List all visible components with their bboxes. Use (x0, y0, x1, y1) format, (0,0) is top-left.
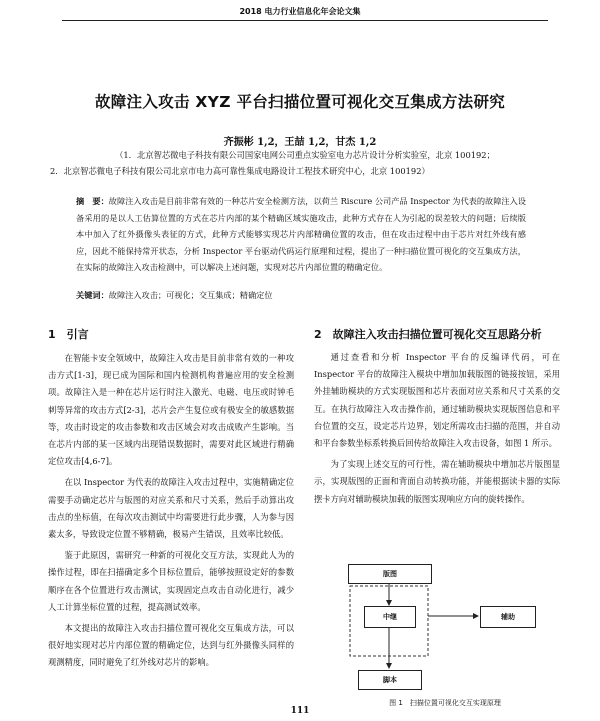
abstract (76, 193, 526, 276)
right-column (314, 326, 560, 512)
keywords-text: 故障注入攻击；可视化；交互集成；精确定位 (108, 290, 273, 300)
section-2-body (314, 349, 560, 508)
figure-box-bottom: 脚本 (358, 670, 422, 690)
abstract-text: 故障注入攻击是目前非常有效的一种芯片安全检测方法，以荷兰 Riscure 公司产品 Inspector 为代表的故障注入设备采用的是以人工估算位置的方式在芯片内部的某个精确区域实施攻击，此种方式存在人为引起的误差较大的问题；后续版本中加入了红外摄像头表征的方式，此种方式能够实现芯片内部精确位置的攻击，但在攻击过程中由于芯片对红外线有感应，因此不能保持常开状态，分析 Inspector 平台驱动代码运行原理和过程，提出了一种扫描位置可视化的交互集成方法，在实际的故障注入攻击检测中，可以解决上述问题，实现对芯片内部位置的精确定位。 (76, 196, 526, 272)
affiliation-2: 2．北京智芯微电子科技有限公司北京市电力高可靠性集成电路设计工程技术研究中心，北京 100192） (50, 166, 430, 176)
affiliation-1: （1．北京智芯微电子科技有限公司国家电网公司重点实验室电力芯片设计分析实验室，北京 100192； (115, 150, 495, 160)
paragraph: 通过查看和分析 Inspector 平台的反编译代码，可在 Inspector 平台的故障注入模块中增加加载版图的链接按钮，采用外挂辅助模块的方式实现版图和芯片表面对应关系和尺寸关系的交互。在执行故障注入攻击操作前，通过辅助模块实现版图信息和平台位置的交互，设定芯片边界，划定所需攻击扫描的范围，并自动和平台参数坐标系转换后回传给故障注入攻击设备，如图 1 所示。 (314, 352, 560, 449)
figure-box-middle: 中继 (364, 606, 416, 628)
keywords (76, 290, 526, 301)
paragraph: 在智能卡安全领域中，故障注入攻击是目前非常有效的一种攻击方式[1-3]，现已成为国际和国内检测机构普遍应用的安全检测项。故障注入是一种在芯片运行时注入激光、电磁、电压或时钟毛刺等异常的攻击方式[2-3]，芯片会产生复位或有极安全的敏感数据等，攻击时设定的攻击参数和攻击区域会对攻击成败产生影响。当在芯片内部的某一区域内出现错误数据时，需要对此区域进行精确定位攻击[4,6-7]。 (48, 353, 294, 467)
figure-box-right: 辅助 (480, 606, 536, 628)
page-number: 111 (290, 706, 310, 716)
abstract-label: 摘 要： (76, 196, 109, 206)
figure-1 (330, 560, 560, 720)
authors: 齐振彬 1,2，王喆 1,2，甘杰 1,2 (223, 137, 377, 148)
section-1-body (48, 350, 294, 672)
paragraph: 为了实现上述交互的可行性，需在辅助模块中增加芯片版图显示，实现版图的正面和背面自动转换功能，并能根据读卡器的实际摆卡方向对辅助模块加载的版图实现响应方向的旋转操作。 (314, 459, 560, 504)
section-2-heading: 2 故障注入攻击扫描位置可视化交互思路分析 (314, 328, 542, 341)
figure-box-top: 版图 (348, 564, 432, 584)
paragraph: 本文提出的故障注入攻击扫描位置可视化交互集成方法，可以很好地实现对芯片内部位置的精确定位，达到与红外摄像头同样的观测精度，同时避免了红外线对芯片的影响。 (48, 623, 294, 668)
section-1-heading: 1 引言 (48, 328, 89, 341)
paragraph: 鉴于此原因，需研究一种新的可视化交互方法，实现此人为的操作过程，即在扫描确定多个目标位置后，能够按照设定好的参数顺序在各个位置进行攻击测试，实现固定点攻击自动化进行，减少人工计算坐标位置的过程，提高测试效率。 (48, 550, 294, 612)
figure-1-caption: 图 1 扫描位置可视化交互实现原理 (389, 699, 501, 707)
left-column (48, 326, 294, 676)
header-rule (62, 20, 548, 21)
paper-title: 故障注入攻击 XYZ 平台扫描位置可视化交互集成方法研究 (94, 93, 506, 111)
keywords-label: 关键词： (76, 290, 109, 300)
paragraph: 在以 Inspector 为代表的故障注入攻击过程中，实施精确定位需要手动确定芯片与版图的对应关系和尺寸关系，然后手动算出攻击点的坐标值，在每次攻击测试中均需要进行此步骤，人为参与因素太多，导致设定位置不够精确，极易产生错误，且效率比较低。 (48, 477, 294, 540)
running-header: 2018 电力行业信息化年会论文集 (239, 7, 361, 16)
